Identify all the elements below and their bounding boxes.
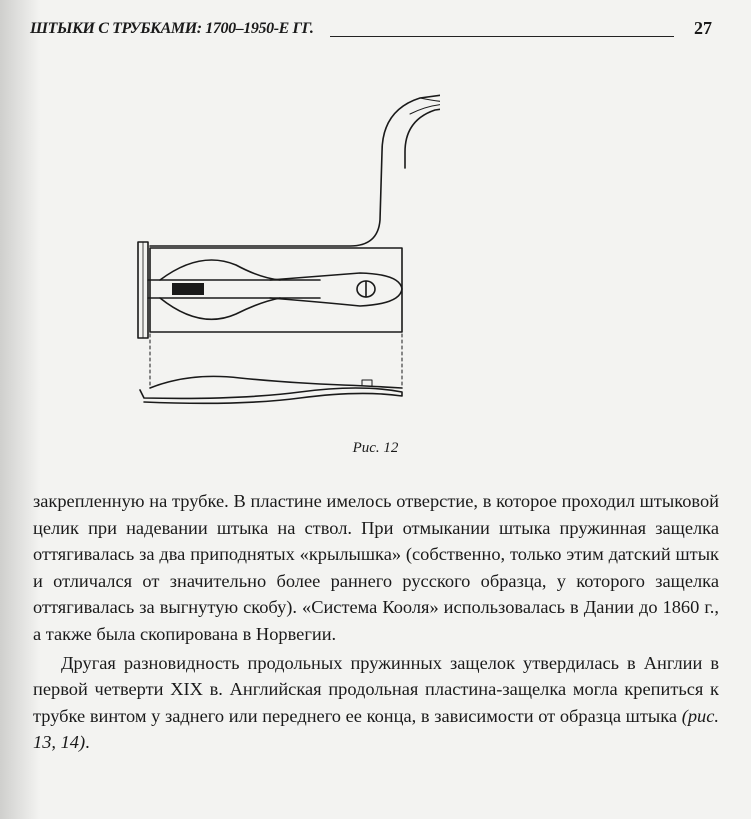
figure-12 [120,80,440,410]
paragraph-2 [33,650,719,756]
paragraph-1: закрепленную на трубке. В пластине имелось отверстие, в которое проходил штыковой целик при надевании штыка на ствол. При отмыкании штыка пружинная защелка оттягивалась за два приподнятых «крылышка» (собственно, только этим датский штык и отличался от значительно более раннего русского образца, у которого защелка оттягивалась за выгнутую скобу). «Система Кооля» использовалась в Дании до 1860 г., а также была скопирована в Норвегии. [33,491,719,644]
running-header [30,16,718,42]
paragraph-2-end: . [85,732,90,753]
paragraph-2-text: Другая разновидность продольных пружинных защелок утвердилась в Англии в первой четверти XIX в. Английская продольная пластина-защелка могла крепиться к трубке винтом у заднего или переднего ее конца, в зависимости от образца штыка [33,652,719,726]
bayonet-latch-drawing-icon [120,80,440,410]
body-text [33,488,719,756]
figure-caption: Рис. 12 [352,440,399,456]
running-title: ШТЫКИ С ТРУБКАМИ: 1700–1950-Е ГГ. [30,20,314,37]
figure-reference: (рис. 13, 14) [33,705,719,753]
page-number: 27 [694,18,712,38]
header-rule [330,36,674,37]
